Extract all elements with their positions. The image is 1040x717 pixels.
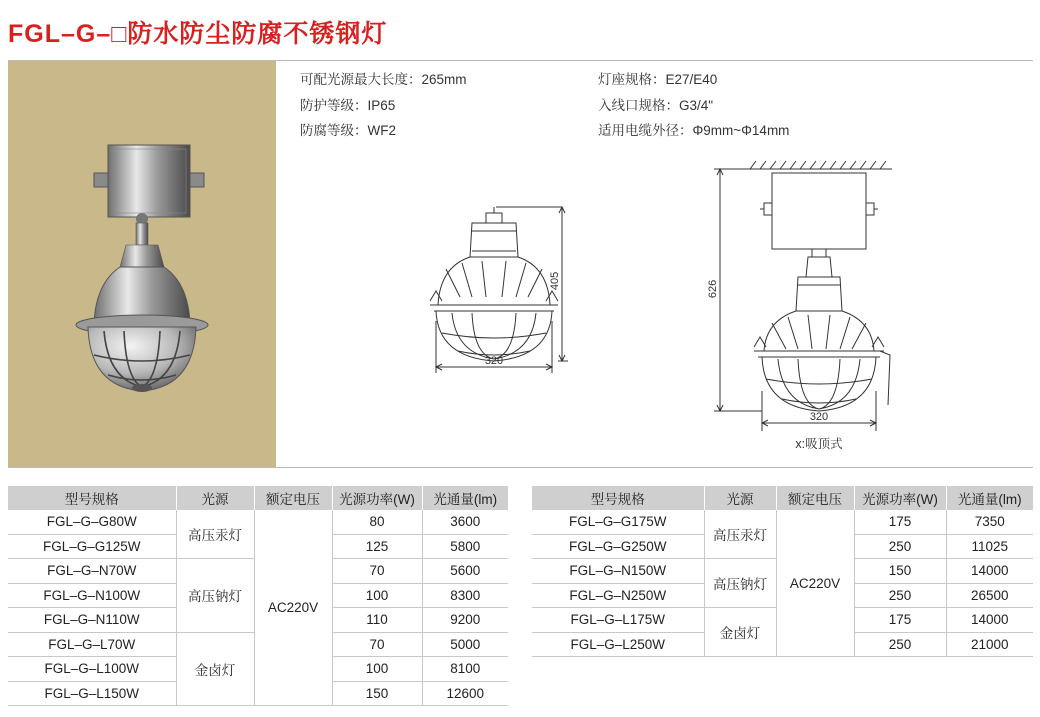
large-lamp-drawing [714, 161, 892, 431]
power-cell: 125 [332, 534, 422, 559]
lamp-photo-illustration [8, 61, 276, 467]
header-voltage: 额定电压 [776, 486, 854, 510]
power-cell: 150 [332, 681, 422, 706]
dimension-drawings [276, 61, 1033, 467]
table-header-row [532, 486, 1033, 510]
table-header-row [8, 486, 508, 510]
table-row [8, 510, 508, 534]
power-cell: 175 [854, 510, 946, 534]
header-flux: 光通量(lm) [946, 486, 1033, 510]
flux-cell: 11025 [946, 534, 1033, 559]
model-table-2 [532, 486, 1033, 657]
model-table-1 [8, 486, 508, 706]
flux-cell: 14000 [946, 559, 1033, 584]
power-cell: 250 [854, 534, 946, 559]
voltage-cell: AC220V [776, 510, 854, 657]
table-row [532, 510, 1033, 534]
model-cell: FGL–G–G80W [8, 510, 176, 534]
spec-anticorrosion-grade: 防腐等级：WF2 [300, 123, 396, 138]
model-cell: FGL–G–G250W [532, 534, 704, 559]
header-power: 光源功率(W) [332, 486, 422, 510]
flux-cell: 5000 [422, 632, 508, 657]
flux-cell: 14000 [946, 608, 1033, 633]
model-cell: FGL–G–N100W [8, 583, 176, 608]
model-cell: FGL–G–L175W [532, 608, 704, 633]
spec-cable-diameter: 适用电缆外径：Φ9mm~Φ14mm [598, 123, 790, 138]
flux-cell: 5600 [422, 559, 508, 584]
flux-cell: 8300 [422, 583, 508, 608]
small-height-label: 405 [549, 271, 561, 291]
page-title: FGL–G–□防水防尘防腐不锈钢灯 [8, 20, 388, 48]
power-cell: 250 [854, 583, 946, 608]
source-cell: 高压汞灯 [176, 510, 254, 559]
spec-max-length: 可配光源最大长度：265mm [300, 72, 467, 87]
source-cell: 高压汞灯 [704, 510, 776, 559]
flux-cell: 26500 [946, 583, 1033, 608]
flux-cell: 9200 [422, 608, 508, 633]
product-panel [8, 60, 1033, 468]
large-caption: x:吸顶式 [795, 437, 843, 451]
model-cell: FGL–G–N250W [532, 583, 704, 608]
model-cell: FGL–G–N110W [8, 608, 176, 633]
header-source: 光源 [176, 486, 254, 510]
flux-cell: 3600 [422, 510, 508, 534]
source-cell: 金卤灯 [176, 632, 254, 706]
flux-cell: 5800 [422, 534, 508, 559]
power-cell: 175 [854, 608, 946, 633]
power-cell: 70 [332, 559, 422, 584]
flux-cell: 12600 [422, 681, 508, 706]
source-cell: 高压钠灯 [704, 559, 776, 608]
source-cell: 金卤灯 [704, 608, 776, 657]
model-cell: FGL–G–N70W [8, 559, 176, 584]
spec-protection-grade: 防护等级：IP65 [300, 97, 396, 113]
product-photo [8, 61, 276, 467]
model-cell: FGL–G–L250W [532, 632, 704, 657]
model-cell: FGL–G–G175W [532, 510, 704, 534]
header-power: 光源功率(W) [854, 486, 946, 510]
header-flux: 光通量(lm) [422, 486, 508, 510]
large-width-label: 320 [809, 411, 829, 423]
voltage-cell: AC220V [254, 510, 332, 706]
header-model: 型号规格 [8, 486, 176, 510]
source-cell: 高压钠灯 [176, 559, 254, 633]
model-cell: FGL–G–L150W [8, 681, 176, 706]
power-cell: 80 [332, 510, 422, 534]
header-model: 型号规格 [532, 486, 704, 510]
model-cell: FGL–G–G125W [8, 534, 176, 559]
small-lamp-drawing [430, 207, 568, 373]
flux-cell: 7350 [946, 510, 1033, 534]
model-cell: FGL–G–N150W [532, 559, 704, 584]
large-height-label: 626 [707, 279, 719, 299]
power-cell: 110 [332, 608, 422, 633]
model-cell: FGL–G–L100W [8, 657, 176, 682]
power-cell: 250 [854, 632, 946, 657]
small-width-label: 320 [484, 355, 504, 367]
spec-lamp-base: 灯座规格：E27/E40 [598, 72, 718, 87]
power-cell: 100 [332, 583, 422, 608]
power-cell: 70 [332, 632, 422, 657]
spec-inlet: 入线口规格：G3/4" [598, 97, 714, 113]
power-cell: 100 [332, 657, 422, 682]
model-cell: FGL–G–L70W [8, 632, 176, 657]
flux-cell: 21000 [946, 632, 1033, 657]
header-voltage: 额定电压 [254, 486, 332, 510]
flux-cell: 8100 [422, 657, 508, 682]
header-source: 光源 [704, 486, 776, 510]
power-cell: 150 [854, 559, 946, 584]
